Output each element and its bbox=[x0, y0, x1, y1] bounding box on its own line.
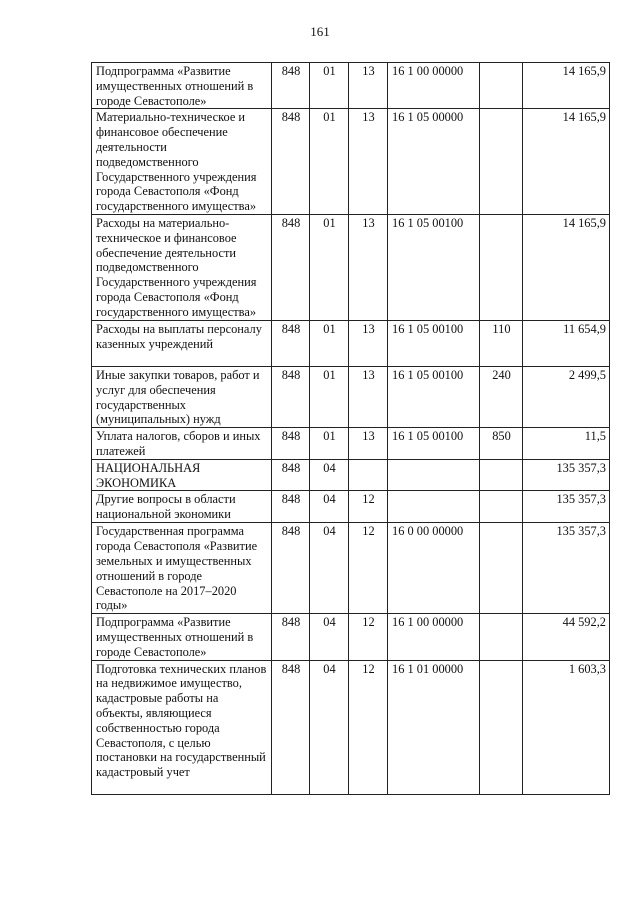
row-vr-cell bbox=[480, 63, 523, 109]
row-ved-cell: 848 bbox=[272, 459, 310, 491]
row-csr-cell: 16 1 01 00000 bbox=[388, 660, 480, 794]
row-name-cell: Другие вопросы в области национальной экономики bbox=[92, 491, 272, 523]
row-rz-cell: 01 bbox=[310, 109, 349, 215]
row-name-cell: Иные закупки товаров, работ и услуг для обеспечения государственных (муниципальных) нужд bbox=[92, 366, 272, 427]
row-rz-cell: 01 bbox=[310, 63, 349, 109]
row-vr-cell: 240 bbox=[480, 366, 523, 427]
table-row bbox=[92, 428, 610, 460]
row-vr-cell: 850 bbox=[480, 428, 523, 460]
row-ved-cell: 848 bbox=[272, 660, 310, 794]
row-name-cell: Государственная программа города Севастополя «Развитие земельных и имущественных отношений в городе Севастополе на 2017–2020 годы» bbox=[92, 523, 272, 614]
table-row bbox=[92, 214, 610, 320]
row-pr-cell bbox=[349, 459, 388, 491]
row-rz-cell: 04 bbox=[310, 491, 349, 523]
row-name-cell: Материально-техническое и финансовое обеспечение деятельности подведомственного Государственного учреждения города Севастополя «Фонд государственного имущества» bbox=[92, 109, 272, 215]
row-name-cell: Уплата налогов, сборов и иных платежей bbox=[92, 428, 272, 460]
row-rz-cell: 01 bbox=[310, 366, 349, 427]
row-pr-cell: 12 bbox=[349, 660, 388, 794]
row-vr-cell bbox=[480, 491, 523, 523]
row-pr-cell: 13 bbox=[349, 63, 388, 109]
table-row bbox=[92, 660, 610, 794]
row-ved-cell: 848 bbox=[272, 63, 310, 109]
row-vr-cell: 110 bbox=[480, 320, 523, 366]
row-name-cell: Подпрограмма «Развитие имущественных отношений в городе Севастополе» bbox=[92, 63, 272, 109]
row-pr-cell: 12 bbox=[349, 491, 388, 523]
table-row bbox=[92, 366, 610, 427]
row-ved-cell: 848 bbox=[272, 366, 310, 427]
row-ved-cell: 848 bbox=[272, 214, 310, 320]
row-csr-cell bbox=[388, 491, 480, 523]
row-csr-cell: 16 0 00 00000 bbox=[388, 523, 480, 614]
row-ved-cell: 848 bbox=[272, 491, 310, 523]
table-row bbox=[92, 614, 610, 660]
row-sum-cell: 14 165,9 bbox=[523, 214, 610, 320]
row-pr-cell: 13 bbox=[349, 109, 388, 215]
row-csr-cell: 16 1 05 00100 bbox=[388, 214, 480, 320]
row-name-cell: Расходы на выплаты персоналу казенных учреждений bbox=[92, 320, 272, 366]
row-csr-cell: 16 1 05 00100 bbox=[388, 366, 480, 427]
row-csr-cell: 16 1 05 00100 bbox=[388, 320, 480, 366]
row-name-cell: НАЦИОНАЛЬНАЯ ЭКОНОМИКА bbox=[92, 459, 272, 491]
row-csr-cell: 16 1 00 00000 bbox=[388, 614, 480, 660]
row-ved-cell: 848 bbox=[272, 109, 310, 215]
row-csr-cell bbox=[388, 459, 480, 491]
table-row bbox=[92, 109, 610, 215]
row-vr-cell bbox=[480, 614, 523, 660]
row-rz-cell: 04 bbox=[310, 660, 349, 794]
page-number: 161 bbox=[310, 24, 330, 39]
row-sum-cell: 11 654,9 bbox=[523, 320, 610, 366]
row-sum-cell: 44 592,2 bbox=[523, 614, 610, 660]
row-rz-cell: 04 bbox=[310, 523, 349, 614]
row-csr-cell: 16 1 05 00100 bbox=[388, 428, 480, 460]
row-pr-cell: 13 bbox=[349, 320, 388, 366]
table-row bbox=[92, 320, 610, 366]
row-vr-cell bbox=[480, 523, 523, 614]
row-csr-cell: 16 1 00 00000 bbox=[388, 63, 480, 109]
table-row bbox=[92, 459, 610, 491]
row-vr-cell bbox=[480, 214, 523, 320]
row-sum-cell: 14 165,9 bbox=[523, 63, 610, 109]
row-ved-cell: 848 bbox=[272, 320, 310, 366]
row-sum-cell: 1 603,3 bbox=[523, 660, 610, 794]
row-name-cell: Подпрограмма «Развитие имущественных отношений в городе Севастополе» bbox=[92, 614, 272, 660]
table-row bbox=[92, 491, 610, 523]
row-name-cell: Расходы на материально-техническое и финансовое обеспечение деятельности подведомственного Государственного учреждения города Севастополя «Фонд государственного имущества» bbox=[92, 214, 272, 320]
row-rz-cell: 01 bbox=[310, 428, 349, 460]
row-pr-cell: 12 bbox=[349, 523, 388, 614]
budget-table-body bbox=[92, 63, 610, 795]
row-pr-cell: 13 bbox=[349, 428, 388, 460]
budget-table bbox=[91, 62, 610, 795]
row-vr-cell bbox=[480, 660, 523, 794]
row-rz-cell: 04 bbox=[310, 459, 349, 491]
table-row bbox=[92, 63, 610, 109]
row-name-cell: Подготовка технических планов на недвижимое имущество, кадастровые работы на объекты, являющиеся собственностью города Севастополя, с целью постановки на государственный кадастровый учет bbox=[92, 660, 272, 794]
row-pr-cell: 13 bbox=[349, 214, 388, 320]
row-sum-cell: 11,5 bbox=[523, 428, 610, 460]
row-sum-cell: 135 357,3 bbox=[523, 523, 610, 614]
row-csr-cell: 16 1 05 00000 bbox=[388, 109, 480, 215]
row-rz-cell: 01 bbox=[310, 214, 349, 320]
row-pr-cell: 13 bbox=[349, 366, 388, 427]
row-ved-cell: 848 bbox=[272, 614, 310, 660]
row-ved-cell: 848 bbox=[272, 428, 310, 460]
table-row bbox=[92, 523, 610, 614]
row-ved-cell: 848 bbox=[272, 523, 310, 614]
row-rz-cell: 01 bbox=[310, 320, 349, 366]
row-pr-cell: 12 bbox=[349, 614, 388, 660]
row-sum-cell: 135 357,3 bbox=[523, 459, 610, 491]
row-vr-cell bbox=[480, 459, 523, 491]
row-sum-cell: 14 165,9 bbox=[523, 109, 610, 215]
row-vr-cell bbox=[480, 109, 523, 215]
row-sum-cell: 2 499,5 bbox=[523, 366, 610, 427]
row-rz-cell: 04 bbox=[310, 614, 349, 660]
row-sum-cell: 135 357,3 bbox=[523, 491, 610, 523]
